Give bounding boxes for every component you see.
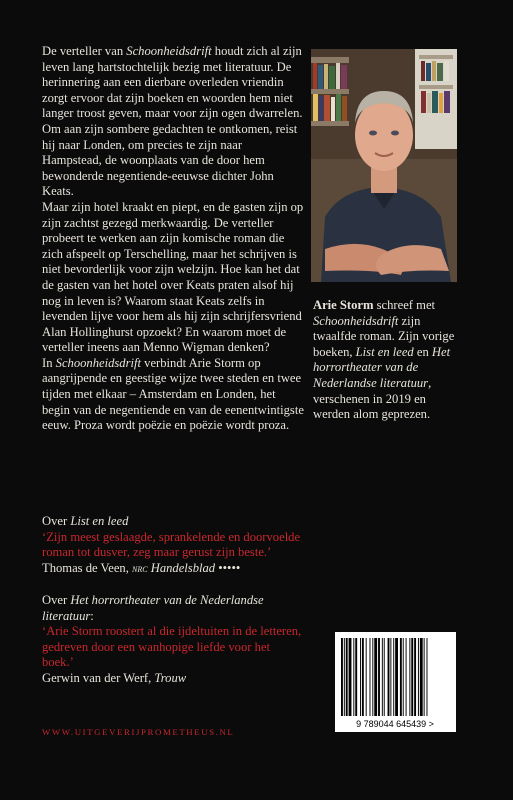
barcode-bar (341, 638, 343, 716)
text-run: De verteller van (42, 44, 127, 58)
barcode-bar (409, 638, 410, 716)
barcode-bar (403, 638, 404, 716)
review-source: Thomas de Veen, nrc Handelsblad ••••• (42, 560, 241, 575)
text-run: List en leed (355, 344, 414, 359)
barcode-bar (374, 638, 377, 716)
barcode-bar (372, 638, 373, 716)
text-run: houdt zich al zijn leven lang hartstochtelijk bezig met literatuur. De herinnering aan een dierbare overleden vriendin zorgt ervoor dat zijn boeken en woorden hem niet langer troost geven, maar voor zijn ogen dwarrelen. Om aan zijn sombere gedachten te ontkomen, reist hij naar Londen, om precies te zijn naar Hampstead, de woonplaats van de door hem bewonderde negentiende-eeuwse dichter John Keats. (42, 44, 303, 199)
review-quote: ‘Arie Storm roostert al die ijdeltuiten in de letteren, gedreven door een wanhopige liefde voor het boek.’ (42, 624, 302, 670)
text-run: Schoonheidsdrift (55, 355, 141, 370)
barcode-bar (360, 638, 361, 716)
author-photo (311, 49, 457, 282)
barcode-bar (411, 638, 413, 716)
text-run: , verschenen in 2019 en werden alom geprezen. (313, 375, 432, 422)
barcode-bar (427, 638, 428, 716)
barcode-bar (370, 638, 371, 716)
barcode-bar (344, 638, 345, 716)
synopsis-paragraph-3 (42, 356, 304, 434)
barcode-bar (355, 638, 357, 716)
barcode-bar (378, 638, 380, 716)
isbn-barcode (335, 632, 456, 732)
barcode-bar (400, 638, 402, 716)
barcode-bar (362, 638, 364, 716)
review-quote: ‘Zijn meest geslaagde, sprankelende en doorvoelde roman tot dusver, zeg maar gerust zijn beste.’ (42, 529, 301, 560)
barcode-bar (390, 638, 391, 716)
author-bio-text (313, 298, 463, 423)
synopsis-paragraph-1 (42, 44, 304, 200)
text-run: zijn twaalfde roman. Zijn vorige boeken, (313, 313, 455, 359)
text-run: In (42, 355, 56, 370)
barcode-bar (414, 638, 416, 716)
review-heading: Over List en leed (42, 514, 129, 528)
review-list-en-leed (42, 514, 304, 577)
barcode-bar (366, 638, 367, 716)
text-run: Het horrortheater van de Nederlandse literatuur (313, 344, 451, 390)
text-run: Maar zijn hotel kraakt en piept, en de gasten zijn op zijn zachtst gezegd merkwaardig. De verteller probeert te werken aan zijn komische roman die zich afspeelt op Terschelling, maar het schrijven is niet bevorderlijk voor zijn welzijn. Hoe kan het dat de gasten van het hotel over Keats praten alsof hij nog in leven is? Waarom staat Keats zelfs in levenden lijve voor hem als hij zijn schrijfersvriend Alan Hollinghurst opzoekt? En waarom moet de verteller ineens aan Menno Wigman denken? (42, 199, 304, 355)
text-run: Arie Storm (313, 298, 374, 312)
review-source: Gerwin van der Werf, Trouw (42, 670, 187, 685)
review-horrortheater (42, 593, 304, 687)
text-run: schreef met (373, 298, 436, 312)
barcode-bar (349, 638, 352, 716)
barcode-bar (388, 638, 390, 716)
author-portrait-image (311, 49, 457, 282)
text-run: Schoonheidsdrift (313, 313, 399, 328)
barcode-bar (420, 638, 423, 716)
review-heading: Over Het horrortheater van de Nederlandse literatuur: (42, 593, 264, 623)
barcode-graphic (335, 632, 456, 732)
barcode-bar (346, 638, 348, 716)
text-run: Schoonheidsdrift (126, 44, 212, 58)
barcode-bar (382, 638, 383, 716)
barcode-bar (418, 638, 419, 716)
synopsis-paragraph-2 (42, 200, 304, 356)
isbn-digits: 9 789044 645439 > (356, 719, 434, 729)
publisher-url[interactable]: WWW.UITGEVERIJPROMETHEUS.NL (42, 727, 235, 737)
author-bio (313, 298, 463, 423)
review-rating: ••••• (215, 560, 241, 575)
barcode-bar (393, 638, 394, 716)
text-run: verbindt Arie Storm op aangrijpende en geestige wijze twee steden en twee tijden met elkaar – Amsterdam en Londen, het begin van de negentiende en van de eenentwintigste eeuw. Proza wordt poëzie en poëzie wordt proza. (42, 355, 304, 433)
synopsis (42, 44, 304, 434)
barcode-bar (395, 638, 398, 716)
barcode-bar (424, 638, 425, 716)
text-run: en (413, 344, 432, 359)
barcode-bar (353, 638, 354, 716)
barcode-bar (406, 638, 407, 716)
barcode-bar (384, 638, 385, 716)
